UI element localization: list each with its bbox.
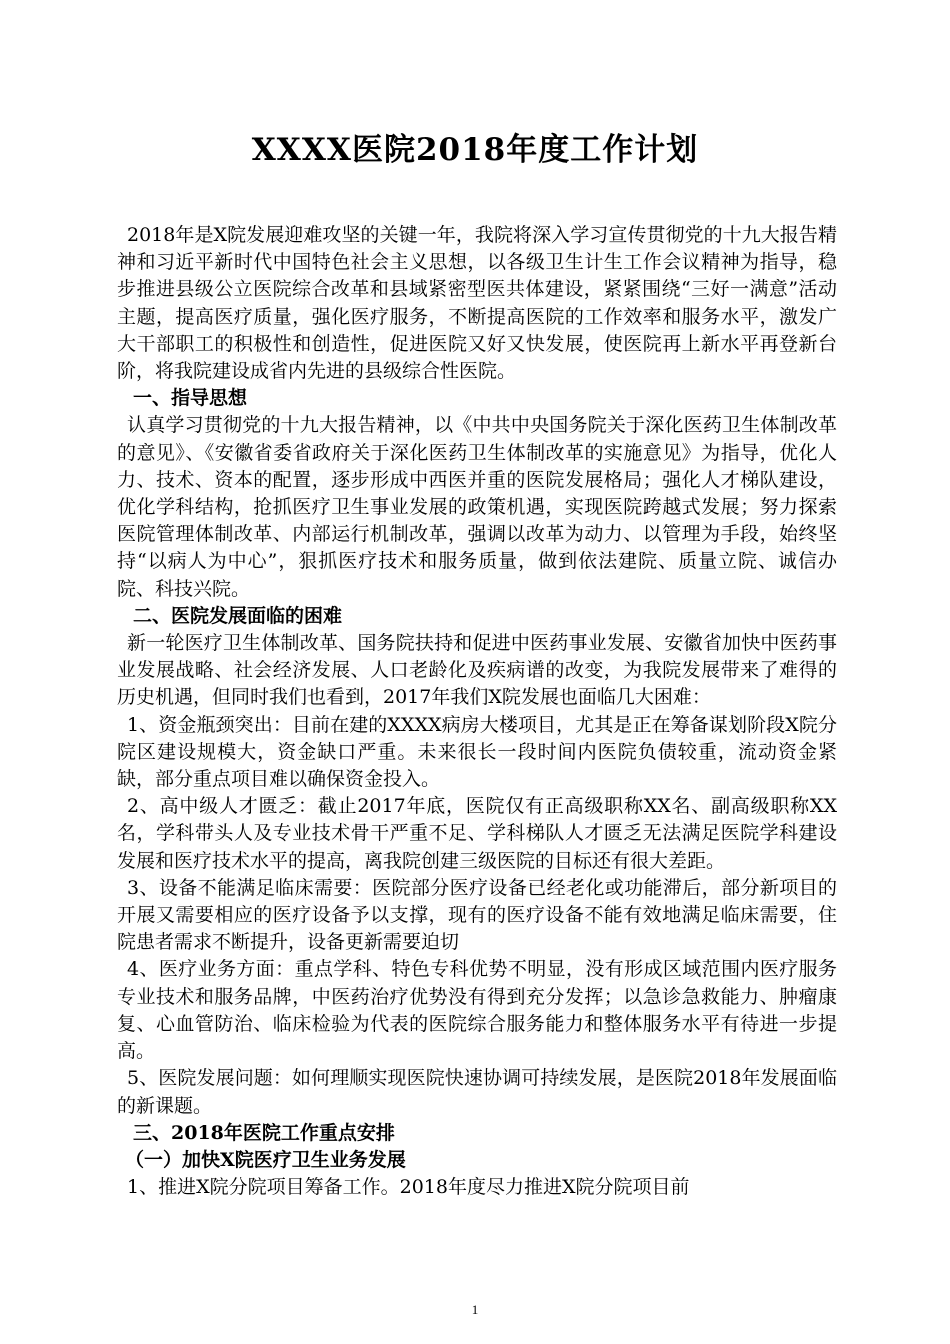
document-body	[117, 222, 837, 1201]
subsection-heading-medical-business: （一）加快X院医疗卫生业务发展	[125, 1148, 406, 1171]
difficulty-item-5: 5、医院发展问题：如何理顺实现医院快速协调可持续发展，是医院2018年发展面临的新课题。	[117, 1067, 837, 1117]
difficulty-item-1: 1、资金瓶颈突出：目前在建的XXXX病房大楼项目，尤其是正在筹备谋划阶段X院分院区建设规模大，资金缺口严重。未来很长一段时间内医院负债较重，流动资金紧缺，部分重点项目难以确保资金投入。	[117, 713, 837, 791]
page-number: 1	[471, 1302, 479, 1317]
document-title: XXXX医院2018年度工作计划	[251, 132, 699, 168]
section-heading-guiding-ideology: 一、指导思想	[133, 387, 248, 410]
difficulty-item-4: 4、医疗业务方面：重点学科、特色专科优势不明显，没有形成区域范围内医疗服务专业技术和服务品牌，中医药治疗优势没有得到充分发挥；以急诊急救能力、肿瘤康复、心血管防治、临床检验为代表的医院综合服务能力和整体服务水平有待进一步提高。	[117, 958, 837, 1063]
intro-paragraph: 2018年是X院发展迎难攻坚的关键一年，我院将深入学习宣传贯彻党的十九大报告精神和习近平新时代中国特色社会主义思想，以各级卫生计生工作会议精神为指导，稳步推进县级公立医院综合改革和县域紧密型医共体建设，紧紧围绕“三好一满意”活动主题，提高医疗质量，强化医疗服务，不断提高医院的工作效率和服务水平，激发广大干部职工的积极性和创造性，促进医院又好又快发展，使医院再上新水平再登新台阶，将我院建设成省内先进的县级综合性医院。	[117, 224, 837, 383]
arrangement-item-1: 1、推进X院分院项目筹备工作。2018年度尽力推进X院分院项目前	[127, 1176, 690, 1199]
difficulty-item-3: 3、设备不能满足临床需要：医院部分医疗设备已经老化或功能滞后，部分新项目的开展又需要相应的医疗设备予以支撑，现有的医疗设备不能有效地满足临床需要，住院患者需求不断提升，设备更新需要迫切	[117, 876, 837, 954]
difficulties-intro-paragraph: 新一轮医疗卫生体制改革、国务院扶持和促进中医药事业发展、安徽省加快中医药事业发展战略、社会经济发展、人口老龄化及疾病谱的改变，为我院发展带来了难得的历史机遇，但同时我们也看到，2017年我们X院发展也面临几大困难：	[117, 632, 837, 709]
guiding-ideology-paragraph: 认真学习贯彻党的十九大报告精神，以《中共中央国务院关于深化医药卫生体制改革的意见》、《安徽省委省政府关于深化医药卫生体制改革的实施意见》为指导，优化人力、技术、资本的配置，逐步形成中西医并重的医院发展格局；强化人才梯队建设，优化学科结构，抢抓医疗卫生事业发展的政策机遇，实现医院跨越式发展；努力探索医院管理体制改革、内部运行机制改革，强调以改革为动力、以管理为手段，始终坚持“以病人为中心”，狠抓医疗技术和服务质量，做到依法建院、质量立院、诚信办院、科技兴院。	[117, 414, 837, 600]
difficulty-item-2: 2、高中级人才匮乏：截止2017年底，医院仅有正高级职称XX名、副高级职称XX名，学科带头人及专业技术骨干严重不足、学科梯队人才匮乏无法满足医院学科建设发展和医疗技术水平的提高，离我院创建三级医院的目标还有很大差距。	[117, 795, 837, 872]
section-heading-key-arrangements: 三、2018年医院工作重点安排	[133, 1121, 395, 1144]
section-heading-difficulties: 二、医院发展面临的困难	[133, 604, 343, 627]
